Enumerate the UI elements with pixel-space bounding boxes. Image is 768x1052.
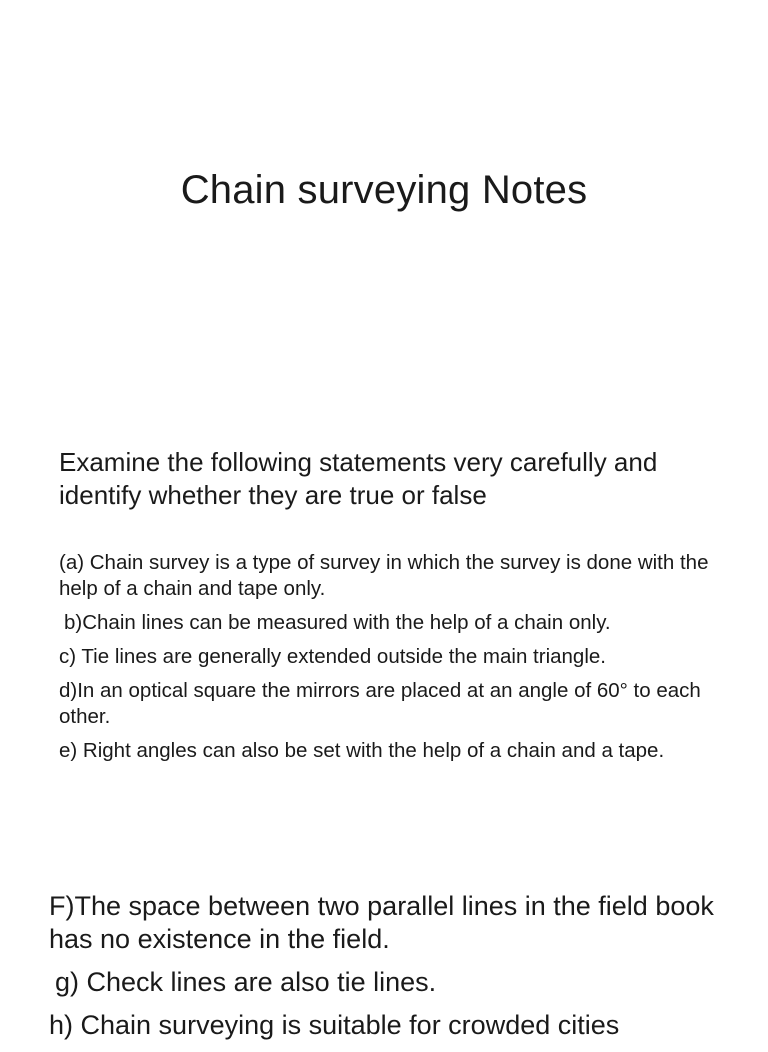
statement-e: e) Right angles can also be set with the help of a chain and a tape. <box>59 739 665 762</box>
statement-list <box>59 550 739 772</box>
instruction-text: Examine the following statements very carefully and identify whether they are true or false <box>59 447 658 510</box>
statement-d: d)In an optical square the mirrors are placed at an angle of 60° to each other. <box>59 679 701 728</box>
statement-list-continued <box>49 890 749 1052</box>
statement-g: g) Check lines are also tie lines. <box>55 967 437 997</box>
statement-h: h) Chain surveying is suitable for crowded cities <box>49 1010 620 1040</box>
statement-a: (a) Chain survey is a type of survey in which the survey is done with the help of a chain and tape only. <box>59 551 709 600</box>
statement-b: b)Chain lines can be measured with the help of a chain only. <box>64 611 611 634</box>
page-title: Chain surveying Notes <box>180 168 588 212</box>
statement-f: F)The space between two parallel lines in the field book has no existence in the field. <box>49 891 714 954</box>
statement-c: c) Tie lines are generally extended outside the main triangle. <box>59 645 606 668</box>
